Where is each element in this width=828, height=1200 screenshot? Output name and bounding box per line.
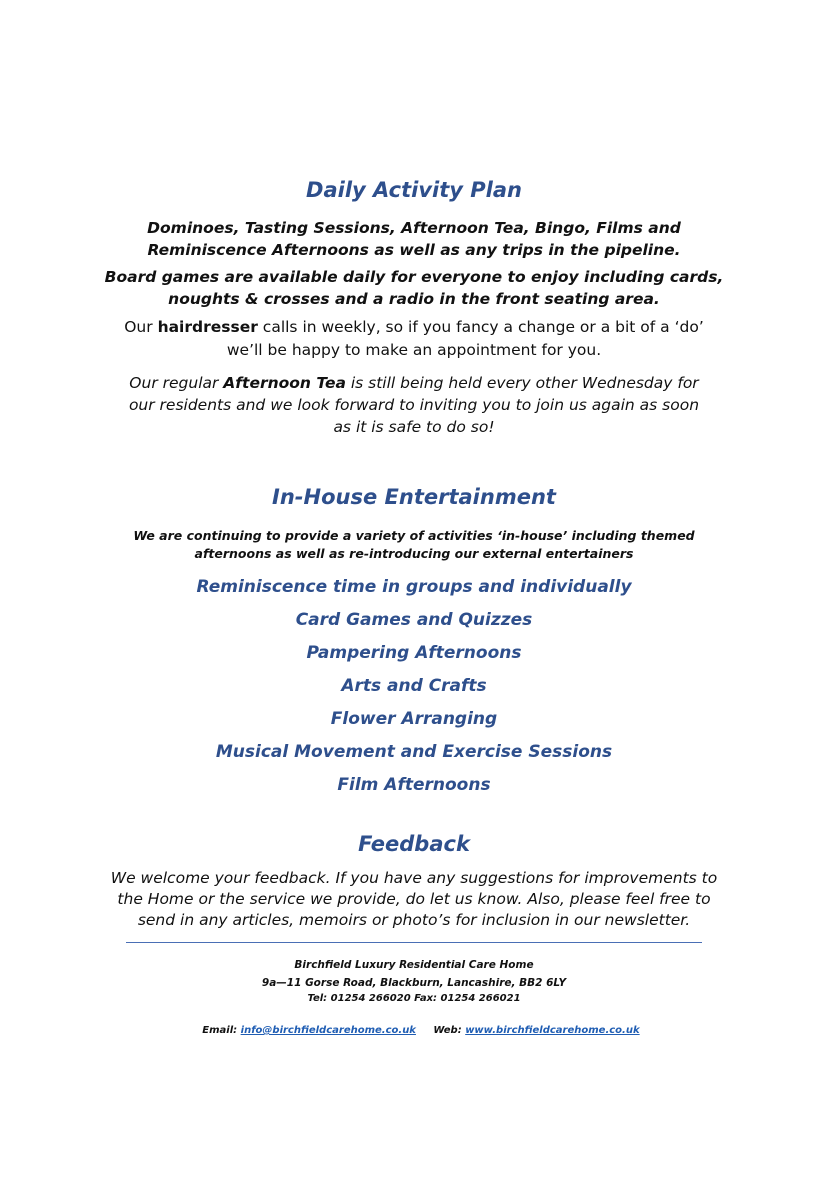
entertainment-item: Card Games and Quizzes — [295, 610, 533, 630]
entertainment-item: Musical Movement and Exercise Sessions — [215, 742, 613, 762]
activity-line-3: Board games are available daily for everyone to enjoy including cards, — [104, 268, 724, 286]
hairdresser-line-1 — [0, 316, 828, 338]
entertainment-intro-1: We are continuing to provide a variety of activities ‘in-house’ including themed — [133, 528, 695, 543]
email-link[interactable]: info@birchfieldcarehome.co.uk — [240, 1025, 416, 1036]
hairdresser-post: calls in weekly, so if you fancy a change or a bit of a ‘do’ — [257, 318, 704, 336]
footer-address: 9a—11 Gorse Road, Blackburn, Lancashire, BB2 6LY — [261, 977, 567, 989]
website-link[interactable]: www.birchfieldcarehome.co.uk — [465, 1025, 640, 1036]
feedback-line-2: the Home or the service we provide, do let us know. Also, please feel free to — [117, 890, 711, 908]
hairdresser-pre: Our — [124, 318, 158, 336]
entertainment-item: Reminiscence time in groups and individually — [196, 577, 632, 597]
feedback-line-1: We welcome your feedback. If you have any suggestions for improvements to — [110, 869, 718, 887]
activity-line-1: Dominoes, Tasting Sessions, Afternoon Tea, Bingo, Films and — [147, 219, 681, 237]
footer-web-label: Web: — [415, 1025, 466, 1036]
afternoon-tea-pre: Our regular — [129, 374, 224, 392]
feedback-heading: Feedback — [358, 832, 470, 856]
hairdresser-line-2: we’ll be happy to make an appointment for you. — [226, 341, 602, 359]
afternoon-tea-bold: Afternoon Tea — [223, 374, 346, 392]
activity-line-2: Reminiscence Afternoons as well as any trips in the pipeline. — [147, 241, 681, 259]
activity-line-4: noughts & crosses and a radio in the front seating area. — [168, 290, 660, 308]
activity-heading: Daily Activity Plan — [306, 178, 522, 202]
afternoon-tea-line-1 — [0, 372, 828, 394]
entertainment-heading: In-House Entertainment — [272, 485, 556, 509]
footer-home-name: Birchfield Luxury Residential Care Home — [294, 959, 534, 971]
entertainment-item: Pampering Afternoons — [306, 643, 522, 663]
afternoon-tea-post: is still being held every other Wednesday for — [345, 374, 699, 392]
footer-phone: Tel: 01254 266020 Fax: 01254 266021 — [307, 993, 521, 1004]
feedback-line-3: send in any articles, memoirs or photo’s for inclusion in our newsletter. — [137, 911, 691, 929]
afternoon-tea-line-3: as it is safe to do so! — [333, 418, 495, 436]
entertainment-item: Arts and Crafts — [341, 676, 487, 696]
entertainment-item: Film Afternoons — [337, 775, 491, 795]
footer-email-label: Email: — [202, 1025, 241, 1036]
afternoon-tea-line-2: our residents and we look forward to inviting you to join us again as soon — [128, 396, 700, 414]
entertainment-intro-2: afternoons as well as re-introducing our external entertainers — [194, 546, 634, 561]
footer-divider — [126, 942, 702, 943]
footer-contact — [0, 1007, 828, 1055]
hairdresser-bold: hairdresser — [157, 318, 258, 336]
entertainment-item: Flower Arranging — [330, 709, 498, 729]
